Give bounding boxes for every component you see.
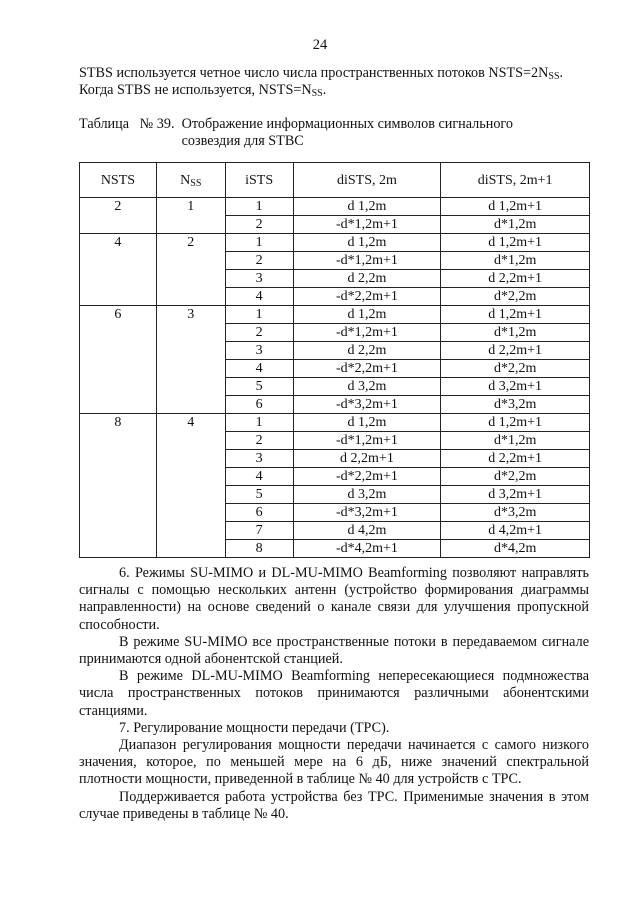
cell-odd: d*2,2m (441, 288, 590, 306)
cell-odd: d*3,2m (441, 504, 590, 522)
cell-even: d 3,2m (293, 378, 441, 396)
table-row (80, 414, 590, 432)
cell-even: -d*1,2m+1 (293, 216, 441, 234)
cell-ists: 8 (225, 540, 293, 558)
table-body (80, 198, 590, 558)
header-nsts: NSTS (80, 163, 157, 198)
cell-ists: 2 (225, 216, 293, 234)
cell-even: d 2,2m (293, 270, 441, 288)
cell-odd: d*3,2m (441, 396, 590, 414)
header-odd: diSTS, 2m+1 (441, 163, 590, 198)
cell-ists: 5 (225, 486, 293, 504)
stbc-mapping-table (79, 162, 590, 558)
cell-odd: d 3,2m+1 (441, 486, 590, 504)
cell-even: d 4,2m (293, 522, 441, 540)
cell-ists: 4 (225, 360, 293, 378)
cell-ists: 6 (225, 504, 293, 522)
cell-ists: 4 (225, 468, 293, 486)
cell-nss: 4 (156, 414, 225, 558)
cell-odd: d 1,2m+1 (441, 306, 590, 324)
cell-even: -d*2,2m+1 (293, 360, 441, 378)
cell-nsts: 2 (80, 198, 157, 234)
cell-ists: 1 (225, 414, 293, 432)
cell-even: d 1,2m (293, 198, 441, 216)
intro-text (79, 65, 589, 99)
cell-odd: d 3,2m+1 (441, 378, 590, 396)
header-even: diSTS, 2m (293, 163, 441, 198)
table-row (80, 198, 590, 216)
page-number: 24 (312, 37, 328, 53)
cell-ists: 4 (225, 288, 293, 306)
cell-odd: d 1,2m+1 (441, 198, 590, 216)
cell-even: d 1,2m (293, 306, 441, 324)
paragraph-no-tpc: Поддерживается работа устройства без ТРС. Применимые значения в этом случае приведены в таблице № 40. (79, 788, 589, 822)
cell-even: d 2,2m (293, 342, 441, 360)
cell-odd: d*2,2m (441, 468, 590, 486)
cell-ists: 2 (225, 432, 293, 450)
header-nss: $N_{SS}$ (156, 163, 225, 198)
paragraph-6: 6. Режимы SU-MIMO и DL-MU-MIMO Beamforming позволяют направлять сигналы с помощью нескольких антенн (устройство формирования диаграммы направленности) на основе сведений о канале связи для улучшения пропускной способности. (79, 565, 589, 633)
cell-ists: 1 (225, 306, 293, 324)
cell-ists: 5 (225, 378, 293, 396)
table-caption (79, 116, 589, 150)
intro-line-1: STBS используется четное число числа пространственных потоков $NSTS=2N_{SS}$. (79, 65, 564, 82)
cell-even: -d*1,2m+1 (293, 252, 441, 270)
cell-ists: 7 (225, 522, 293, 540)
table-header-row (80, 163, 590, 198)
cell-nsts: 6 (80, 306, 157, 414)
cell-ists: 2 (225, 324, 293, 342)
cell-even: -d*4,2m+1 (293, 540, 441, 558)
cell-ists: 6 (225, 396, 293, 414)
cell-ists: 3 (225, 342, 293, 360)
cell-even: -d*1,2m+1 (293, 432, 441, 450)
cell-even: d 2,2m+1 (293, 450, 441, 468)
intro-line-2: Когда STBS не используется, $NSTS=N_{SS}$. (79, 82, 327, 100)
cell-even: -d*1,2m+1 (293, 324, 441, 342)
cell-odd: d*4,2m (441, 540, 590, 558)
cell-ists: 3 (225, 450, 293, 468)
cell-ists: 1 (225, 198, 293, 216)
cell-odd: d 2,2m+1 (441, 270, 590, 288)
paragraph-tpc-range: Диапазон регулирования мощности передачи начинается с самого низкого значения, которое, по меньшей мере на 6 дБ, ниже значений спектральной плотности мощности, приведенной в таблице № 40 для устройств с ТРС. (79, 737, 589, 788)
cell-even: d 1,2m (293, 414, 441, 432)
header-ists: iSTS (225, 163, 293, 198)
cell-even: -d*3,2m+1 (293, 396, 441, 414)
cell-nss: 2 (156, 234, 225, 306)
cell-even: -d*3,2m+1 (293, 504, 441, 522)
table-title: Отображение информационных символов сигнального созвездия для STBC (181, 116, 513, 150)
cell-odd: d*2,2m (441, 360, 590, 378)
cell-ists: 1 (225, 234, 293, 252)
cell-ists: 3 (225, 270, 293, 288)
cell-odd: d*1,2m (441, 216, 590, 234)
body-text (79, 565, 589, 823)
cell-odd: d*1,2m (441, 252, 590, 270)
cell-ists: 2 (225, 252, 293, 270)
cell-odd: d*1,2m (441, 432, 590, 450)
paragraph-7: 7. Регулирование мощности передачи (ТРС). (119, 719, 390, 736)
cell-even: -d*2,2m+1 (293, 288, 441, 306)
cell-nss: 1 (156, 198, 225, 234)
cell-even: d 1,2m (293, 234, 441, 252)
paragraph-su-mimo: В режиме SU-MIMO все пространственные потоки в передаваемом сигнале принимаются одной абонентской станцией. (79, 633, 589, 668)
cell-nsts: 4 (80, 234, 157, 306)
cell-nsts: 8 (80, 414, 157, 558)
cell-even: -d*2,2m+1 (293, 468, 441, 486)
paragraph-dl-mu-mimo: В режиме DL-MU-MIMO Beamforming непересекающиеся подмножества числа пространственных потоков принимаются различными абонентскими станциями. (79, 668, 589, 719)
cell-even: d 3,2m (293, 486, 441, 504)
cell-odd: d 1,2m+1 (441, 234, 590, 252)
cell-odd: d*1,2m (441, 324, 590, 342)
cell-nss: 3 (156, 306, 225, 414)
cell-odd: d 1,2m+1 (441, 414, 590, 432)
table-label: Таблица № 39. (79, 116, 175, 132)
table-row (80, 306, 590, 324)
cell-odd: d 2,2m+1 (441, 450, 590, 468)
cell-odd: d 2,2m+1 (441, 342, 590, 360)
cell-odd: d 4,2m+1 (441, 522, 590, 540)
table-row (80, 234, 590, 252)
